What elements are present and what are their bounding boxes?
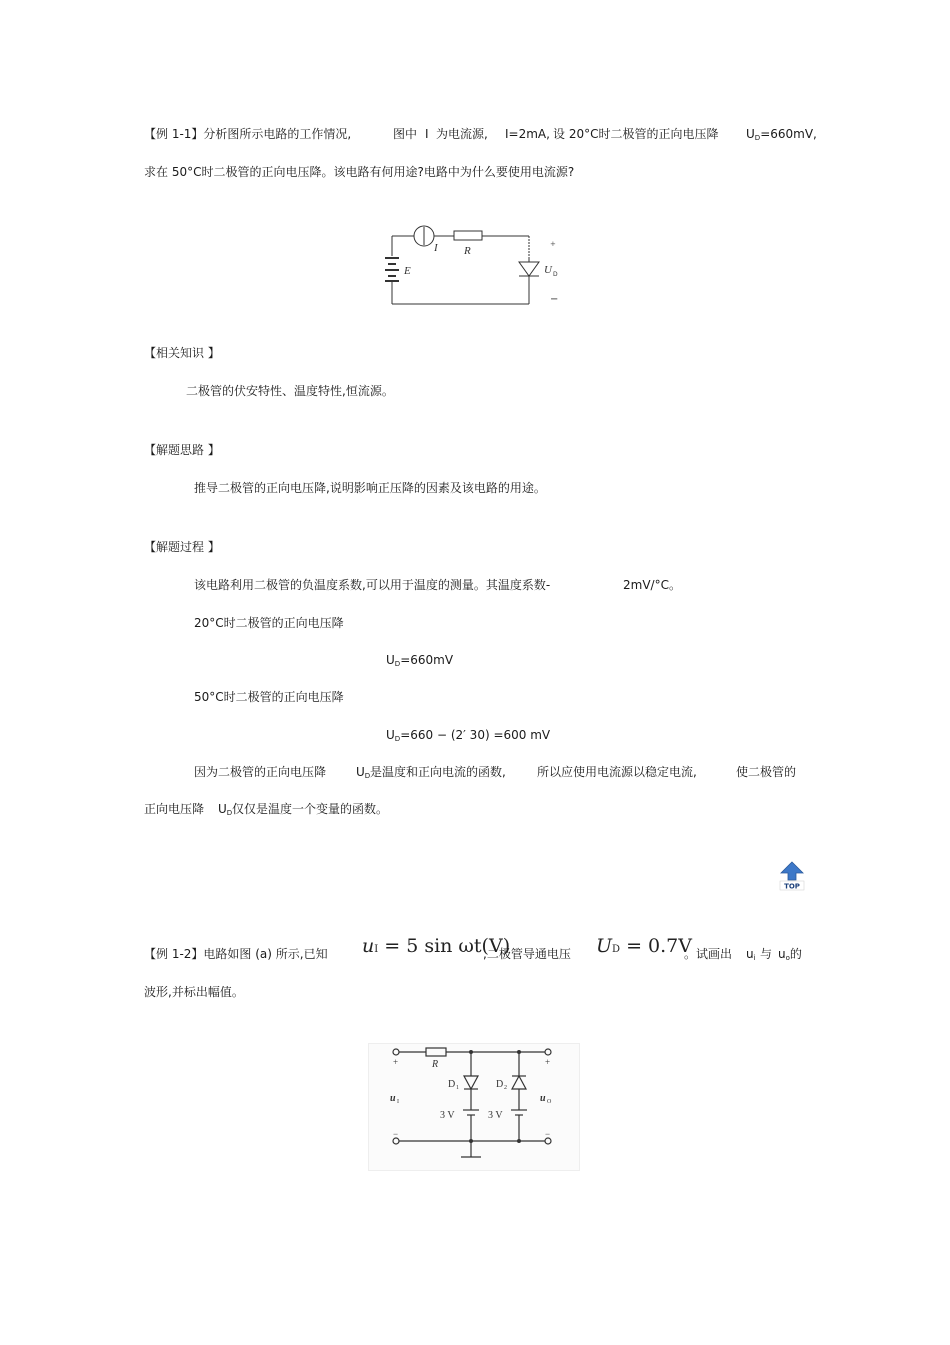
approach-heading: 【解题思路 】 (144, 443, 220, 457)
back-to-top-button[interactable] (779, 861, 805, 891)
process-heading: 【解题过程 】 (144, 540, 220, 554)
ex2-ui-equation: uI = 5 sin ωt(V) (362, 935, 511, 957)
ex2-ud-equation: UD = 0.7V (596, 935, 692, 957)
ex2-line2: 波形,并标出幅值。 (144, 985, 244, 999)
ex1-circuit-figure (384, 218, 574, 308)
ex2-fig-minus-left: − (393, 1129, 399, 1139)
related-text: 二极管的伏安特性、温度特性,恒流源。 (186, 384, 394, 398)
ex2-fig-label-3v-b: 3 V (488, 1110, 503, 1121)
ex2-tail-b: 与 (760, 947, 773, 961)
ex1-fig-label-usub: D (553, 271, 558, 278)
ex1-ud-value: $U_D=660mV$, (746, 127, 817, 142)
related-heading: 【相关知识 】 (144, 346, 220, 360)
ex2-fig-plus-right: + (545, 1057, 551, 1067)
ex1-intro: 分析图所示电路的工作情况, (203, 127, 352, 141)
ex2-tail-a: 。试画出 (684, 947, 733, 961)
process-p1a: 该电路利用二极管的负温度系数,可以用于温度的测量。其温度系数- (194, 578, 551, 592)
process-p5b: 仅仅是温度一个变量的函数。 (232, 802, 389, 816)
ex2-bracket: 【例 1-2】 (144, 947, 204, 961)
process-p5a: 正向电压降 (144, 802, 205, 816)
process-p4b: 是温度和正向电流的函数, (370, 765, 506, 779)
ex2-line1-start (144, 946, 328, 962)
ex1-i-symbol: I (425, 127, 429, 141)
process-eq2: $U_D=660 - (2'$ 30) =600 mV (386, 728, 551, 743)
ex1-set-text: 设 20°C时二极管的正向电压降 (553, 127, 719, 141)
ex2-fig-label-uo: u (540, 1093, 546, 1104)
ex2-intro: 电路如图 (a) 所示,已知 (203, 947, 328, 961)
ex1-bracket: 【例 1-1】 (144, 127, 204, 141)
ex2-fig-plus-left: + (393, 1057, 399, 1067)
ex2-fig-label-d2sub: 2 (504, 1085, 507, 1091)
process-p4d: 使二极管的 (736, 765, 797, 779)
process-eq1: $U_D=660mV$ (386, 653, 454, 668)
approach-text: 推导二极管的正向电压降,说明影响正压降的因素及该电路的用途。 (194, 481, 546, 495)
ex1-is-source: 为电流源, (436, 127, 488, 141)
ex2-fig-label-d1: D (448, 1079, 456, 1090)
ex2-fig-label-r: R (432, 1059, 439, 1070)
process-p2: 20°C时二极管的正向电压降 (194, 616, 344, 630)
ex2-circuit-figure (368, 1043, 580, 1171)
process-p4a: 因为二极管的正向电压降 (194, 765, 327, 779)
ex1-fig-plus: + (550, 240, 556, 248)
ex2-tail-ui: $u_i$ (746, 947, 756, 962)
ex2-fig-label-d2: D (496, 1079, 504, 1090)
ex1-figref: 图中 (393, 127, 418, 141)
ex1-line2: 求在 50°C时二极管的正向电压降。该电路有何用途?电路中为什么要使用电流源? (144, 165, 575, 179)
process-p5-ud: $U_D$ (218, 802, 233, 817)
ex1-line1 (144, 126, 351, 142)
ex2-tail-uo: $u_o$的 (778, 947, 802, 962)
ex1-i-value: I=2mA, (505, 127, 550, 141)
ex1-fig-label-i: I (434, 242, 438, 254)
ex1-fig-label-e: E (404, 265, 411, 277)
ex2-fig-label-3v-a: 3 V (440, 1110, 455, 1121)
ex1-fig-label-u: U (544, 264, 552, 276)
process-p3: 50°C时二极管的正向电压降 (194, 690, 344, 704)
ex1-fig-minus: − (550, 294, 559, 305)
ex2-fig-minus-right: − (545, 1129, 551, 1139)
ex2-mid: ,二极管导通电压 (483, 947, 571, 961)
process-p4-ud: $U_D$ (356, 765, 371, 780)
ex2-fig-label-ui: u (390, 1093, 396, 1104)
top-button-label: TOP (784, 882, 800, 891)
process-p4c: 所以应使用电流源以稳定电流, (537, 765, 697, 779)
ex2-fig-label-uosub: O (547, 1099, 552, 1105)
process-p1b: 2mV/°C。 (623, 578, 681, 592)
arrow-up-icon (779, 861, 805, 891)
ex1-fig-label-r: R (464, 245, 471, 257)
ex2-fig-label-d1sub: 1 (456, 1085, 459, 1091)
ex2-fig-label-uisub: I (397, 1099, 399, 1105)
